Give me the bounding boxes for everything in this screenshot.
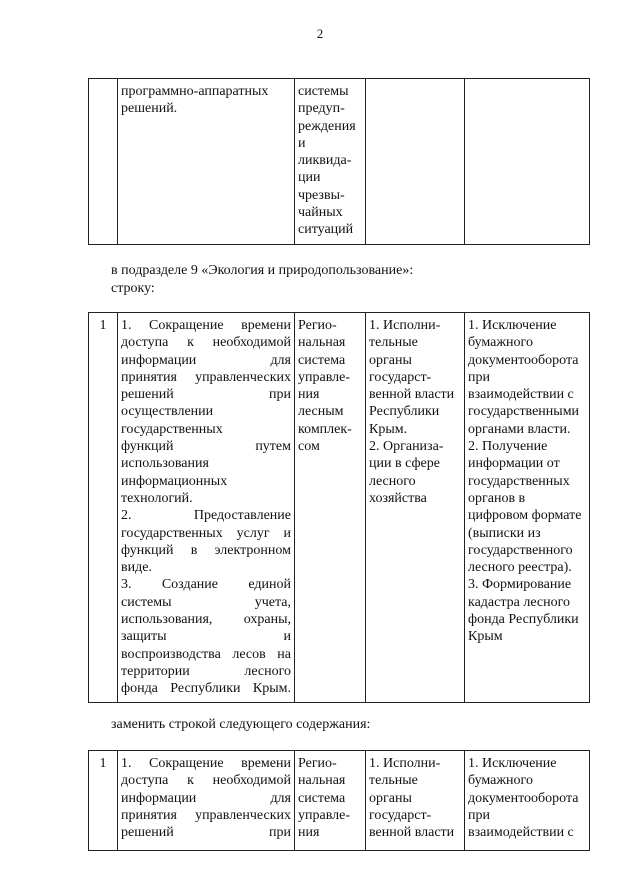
system-line: нальная — [298, 773, 346, 789]
users-line: ции в сфере — [369, 456, 440, 472]
effects-line: кадастра лесного — [468, 594, 571, 610]
system-line: системы — [298, 84, 349, 99]
users-line: Республики — [369, 404, 440, 420]
word: для — [270, 790, 291, 806]
effects-line: цифровом формате — [468, 508, 582, 524]
goals-line — [121, 594, 291, 611]
word: системы — [121, 594, 172, 610]
goals-line: использования — [121, 456, 209, 472]
word: принятия — [121, 369, 177, 385]
word: управленческих — [195, 807, 291, 823]
word: к — [187, 773, 194, 789]
effects-line: информации от — [468, 456, 560, 472]
word: учета, — [254, 594, 291, 610]
goals-line — [121, 755, 291, 772]
word: времени — [241, 318, 291, 333]
instruction-paragraph — [111, 262, 413, 297]
word: доступа — [121, 773, 169, 789]
word: и — [283, 629, 291, 645]
users-line: венной власти — [369, 825, 455, 841]
table-row — [89, 751, 590, 851]
word: решений — [121, 387, 174, 403]
word: территории — [121, 663, 190, 679]
effects-line: государственных — [468, 473, 570, 489]
cell-goals — [118, 751, 295, 851]
system-line: управле- — [298, 369, 350, 385]
cell-goals — [118, 313, 295, 703]
table-row — [89, 313, 590, 703]
users-line: органы — [369, 790, 412, 806]
goals-line — [121, 611, 291, 628]
word: охраны, — [243, 612, 291, 628]
goals-line — [121, 680, 291, 697]
goals-line: решений. — [121, 101, 178, 117]
word: государственных — [121, 525, 223, 541]
system-line: система — [298, 352, 346, 368]
word: Создание — [161, 577, 218, 593]
goals-line — [121, 317, 291, 334]
word: 2. — [121, 508, 132, 524]
goals-line — [121, 824, 291, 841]
instruction-line: строку: — [111, 280, 155, 296]
replace-paragraph — [111, 716, 370, 734]
word: электронном — [214, 542, 291, 558]
word: при — [269, 825, 291, 841]
word: фонда — [121, 681, 158, 697]
cell-users — [366, 79, 465, 245]
system-line: ния — [298, 387, 320, 403]
effects-line: государственного — [468, 542, 573, 558]
system-line: нальная — [298, 335, 346, 351]
page-number: 2 — [316, 26, 324, 41]
table-replacement-row — [88, 750, 590, 851]
goals-line — [121, 438, 291, 455]
system-line: Регио- — [298, 318, 337, 333]
system-line: предуп- — [298, 101, 345, 117]
effects-line: Крым — [468, 629, 503, 645]
effects-line: 1. Исключение — [468, 756, 557, 771]
word: 1. — [121, 756, 132, 771]
effects-line: органов в — [468, 490, 526, 506]
word: единой — [248, 577, 291, 593]
goals-line: технологий. — [121, 490, 193, 506]
word: в — [190, 542, 198, 558]
word: необходимой — [212, 335, 291, 351]
users-line: 1. Исполни- — [369, 756, 441, 771]
system-line: ции — [298, 170, 321, 186]
word: функций — [121, 439, 174, 455]
word: Крым. — [252, 681, 291, 697]
users-line: государст- — [369, 369, 432, 385]
effects-line: органами власти. — [468, 421, 571, 437]
users-line: 2. Организа- — [369, 439, 444, 455]
word: Сокращение — [149, 756, 224, 771]
effects-line: документооборота — [468, 352, 579, 368]
effects-line: (выписки из — [468, 525, 541, 541]
users-line: Крым. — [369, 421, 408, 437]
system-line: реждения — [298, 118, 356, 134]
cell-users — [366, 751, 465, 851]
effects-line: 2. Получение — [468, 439, 548, 455]
goals-line: государственных — [121, 421, 223, 437]
goals-line — [121, 386, 291, 403]
users-line: хозяйства — [369, 490, 427, 506]
word: при — [269, 387, 291, 403]
word: и — [283, 525, 291, 541]
cell-effects — [465, 79, 590, 245]
cell-number: 1 — [89, 313, 118, 703]
word: принятия — [121, 807, 177, 823]
users-line: лесного — [369, 473, 416, 489]
system-line: ситуаций — [298, 222, 354, 238]
goals-line: программно-аппаратных — [121, 84, 269, 99]
word: времени — [241, 756, 291, 771]
word: Сокращение — [149, 318, 224, 333]
system-line: комплек- — [298, 421, 352, 437]
replace-line: заменить строкой следующего содержания: — [111, 717, 371, 732]
effects-line: при — [468, 807, 490, 823]
cell-number — [89, 79, 118, 245]
system-line: ликвида- — [298, 153, 352, 169]
word: решений — [121, 825, 174, 841]
system-line: система — [298, 790, 346, 806]
goals-line — [121, 507, 291, 524]
goals-line: осуществлении — [121, 404, 214, 420]
cell-users — [366, 313, 465, 703]
word: для — [270, 352, 291, 368]
users-line: органы — [369, 352, 412, 368]
word: путем — [255, 439, 291, 455]
system-line: ния — [298, 825, 320, 841]
effects-line: взаимодействии с — [468, 825, 574, 841]
effects-line: фонда Республики — [468, 612, 579, 628]
cell-system — [295, 751, 366, 851]
word: лесного — [244, 663, 291, 679]
word: 3. — [121, 577, 132, 593]
effects-line: бумажного — [468, 773, 533, 789]
system-line: Регио- — [298, 756, 337, 771]
goals-line — [121, 807, 291, 824]
word: управленческих — [195, 369, 291, 385]
users-line: венной власти — [369, 387, 455, 403]
word: защиты — [121, 629, 167, 645]
table-original-row — [88, 312, 590, 703]
system-line: сом — [298, 439, 320, 455]
word: услуг — [236, 525, 270, 541]
word: воспроизводства — [121, 646, 221, 662]
users-line: тельные — [369, 335, 418, 351]
goals-line — [121, 663, 291, 680]
goals-line — [121, 628, 291, 645]
system-line: чайных — [298, 205, 343, 221]
cell-number: 1 — [89, 751, 118, 851]
goals-line — [121, 772, 291, 789]
cell-goals — [118, 79, 295, 245]
word: на — [277, 646, 291, 662]
word: лесов — [232, 646, 266, 662]
goals-line: виде. — [121, 560, 152, 576]
system-line: и — [298, 135, 306, 151]
word: информации — [121, 352, 197, 368]
word: 1. — [121, 318, 132, 333]
goals-line — [121, 334, 291, 351]
effects-line: бумажного — [468, 335, 533, 351]
cell-system — [295, 79, 366, 245]
users-line: тельные — [369, 773, 418, 789]
goals-line: информационных — [121, 473, 228, 489]
word: функций — [121, 542, 174, 558]
table-continued — [88, 78, 590, 245]
users-line: 1. Исполни- — [369, 318, 441, 333]
effects-line: при — [468, 369, 490, 385]
goals-line — [121, 646, 291, 663]
users-line: государст- — [369, 807, 432, 823]
word: необходимой — [212, 773, 291, 789]
goals-line — [121, 542, 291, 559]
effects-line: лесного реестра). — [468, 560, 572, 576]
effects-line: государственными — [468, 404, 580, 420]
word: Республики — [170, 681, 241, 697]
word: Предоставление — [193, 508, 291, 524]
goals-line — [121, 352, 291, 369]
effects-line: 3. Формирование — [468, 577, 572, 593]
system-line: управле- — [298, 807, 350, 823]
system-line: лесным — [298, 404, 344, 420]
cell-system — [295, 313, 366, 703]
effects-line: взаимодействии с — [468, 387, 574, 403]
cell-effects — [465, 313, 590, 703]
goals-line — [121, 576, 291, 593]
word: к — [187, 335, 194, 351]
goals-line — [121, 369, 291, 386]
system-line: чрезвы- — [298, 187, 345, 203]
effects-line: документооборота — [468, 790, 579, 806]
word: доступа — [121, 335, 169, 351]
word: информации — [121, 790, 197, 806]
goals-line — [121, 790, 291, 807]
word: использования, — [121, 612, 213, 628]
goals-line — [121, 525, 291, 542]
effects-line: 1. Исключение — [468, 318, 557, 333]
table-row — [89, 79, 590, 245]
cell-effects — [465, 751, 590, 851]
instruction-line: в подразделе 9 «Экология и природопользование»: — [111, 263, 414, 278]
